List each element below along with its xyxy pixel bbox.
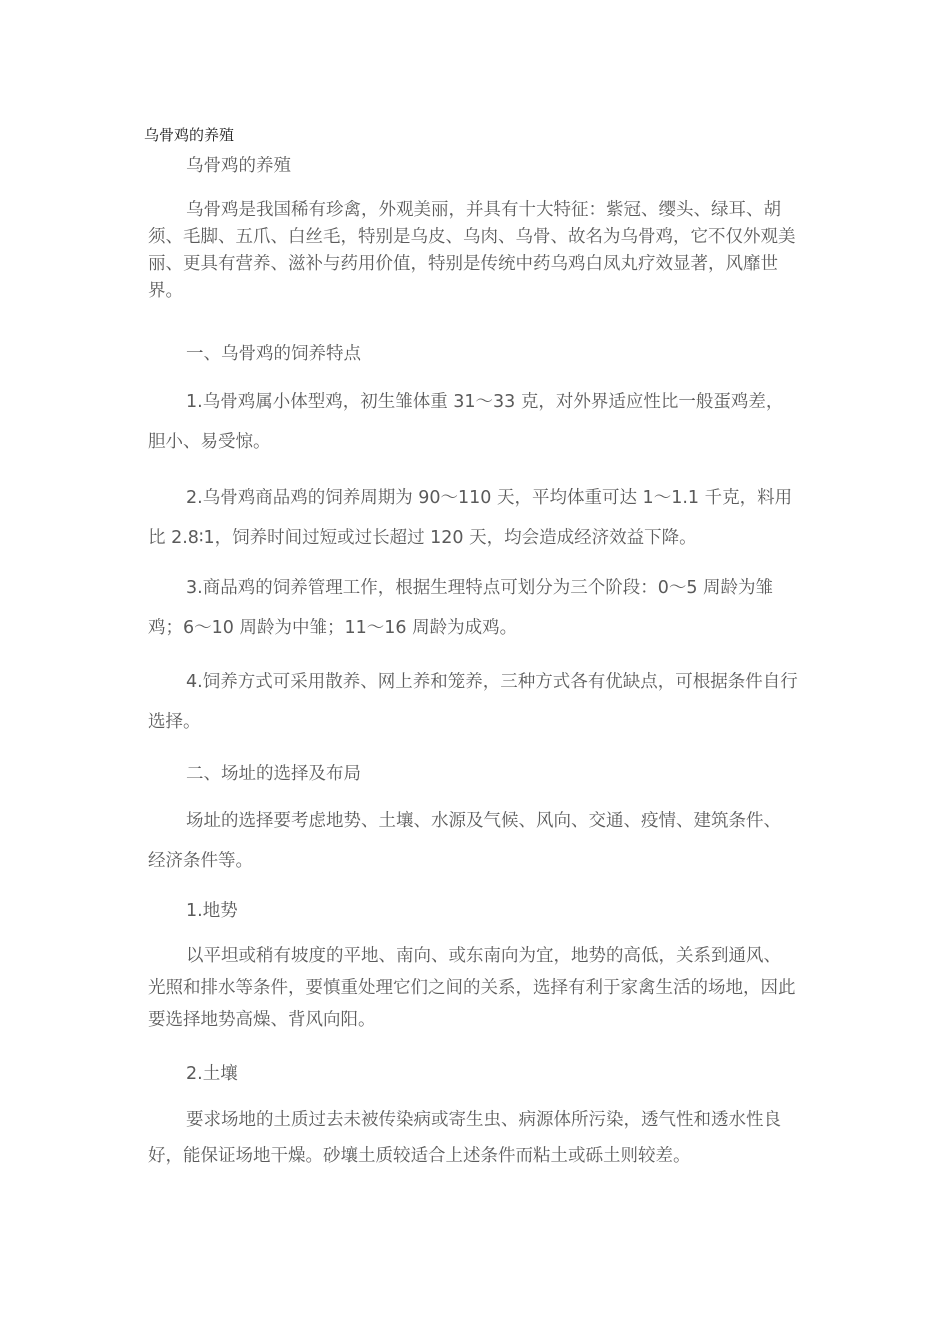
section2-sub2-heading: 2.土壤 [186,1064,238,1084]
section1-item-3: 3.商品鸡的饲养管理工作，根据生理特点可划分为三个阶段：0～5 周龄为雏鸡；6～10 周龄为中雏；11～16 周龄为成鸡。 [148,578,774,638]
section2-intro: 场址的选择要考虑地势、土壤、水源及气候、风向、交通、疫情、建筑条件、经济条件等。 [148,811,781,871]
section2-sub1-text: 以平坦或稍有坡度的平地、南向、或东南向为宜，地势的高低，关系到通风、光照和排水等条件，要慎重处理它们之间的关系，选择有利于家禽生活的场地，因此要选择地势高燥、背风向阳。 [148,946,796,1030]
section1-item-1: 1.乌骨鸡属小体型鸡，初生雏体重 31～33 克，对外界适应性比一般蛋鸡差，胆小、易受惊。 [148,392,784,452]
section1-heading: 一、乌骨鸡的饲养特点 [186,344,361,364]
section2-heading: 二、场址的选择及布局 [186,764,361,784]
document-title: 乌骨鸡的养殖 [144,126,235,144]
intro-paragraph: 乌骨鸡是我国稀有珍禽，外观美丽，并具有十大特征：紫冠、缨头、绿耳、胡须、毛脚、五爪、白丝毛，特别是乌皮、乌肉、乌骨、故名为乌骨鸡，它不仅外观美丽、更具有营养、滋补与药用价值，特别是传统中药乌鸡白凤丸疗效显著，风靡世界。 [148,200,796,301]
section1-item-4: 4.饲养方式可采用散养、网上养和笼养，三种方式各有优缺点，可根据条件自行选择。 [148,672,798,732]
document-subtitle: 乌骨鸡的养殖 [186,156,291,176]
section2-sub2-text: 要求场地的土质过去未被传染病或寄生虫、病源体所污染，透气性和透水性良好，能保证场地干燥。砂壤土质较适合上述条件而粘土或砾土则较差。 [148,1110,781,1166]
section1-item-2: 2.乌骨鸡商品鸡的饲养周期为 90～110 天，平均体重可达 1～1.1 千克，料用比 2.8∶1，饲养时间过短或过长超过 120 天，均会造成经济效益下降。 [148,488,793,548]
section2-sub1-heading: 1.地势 [186,901,238,921]
